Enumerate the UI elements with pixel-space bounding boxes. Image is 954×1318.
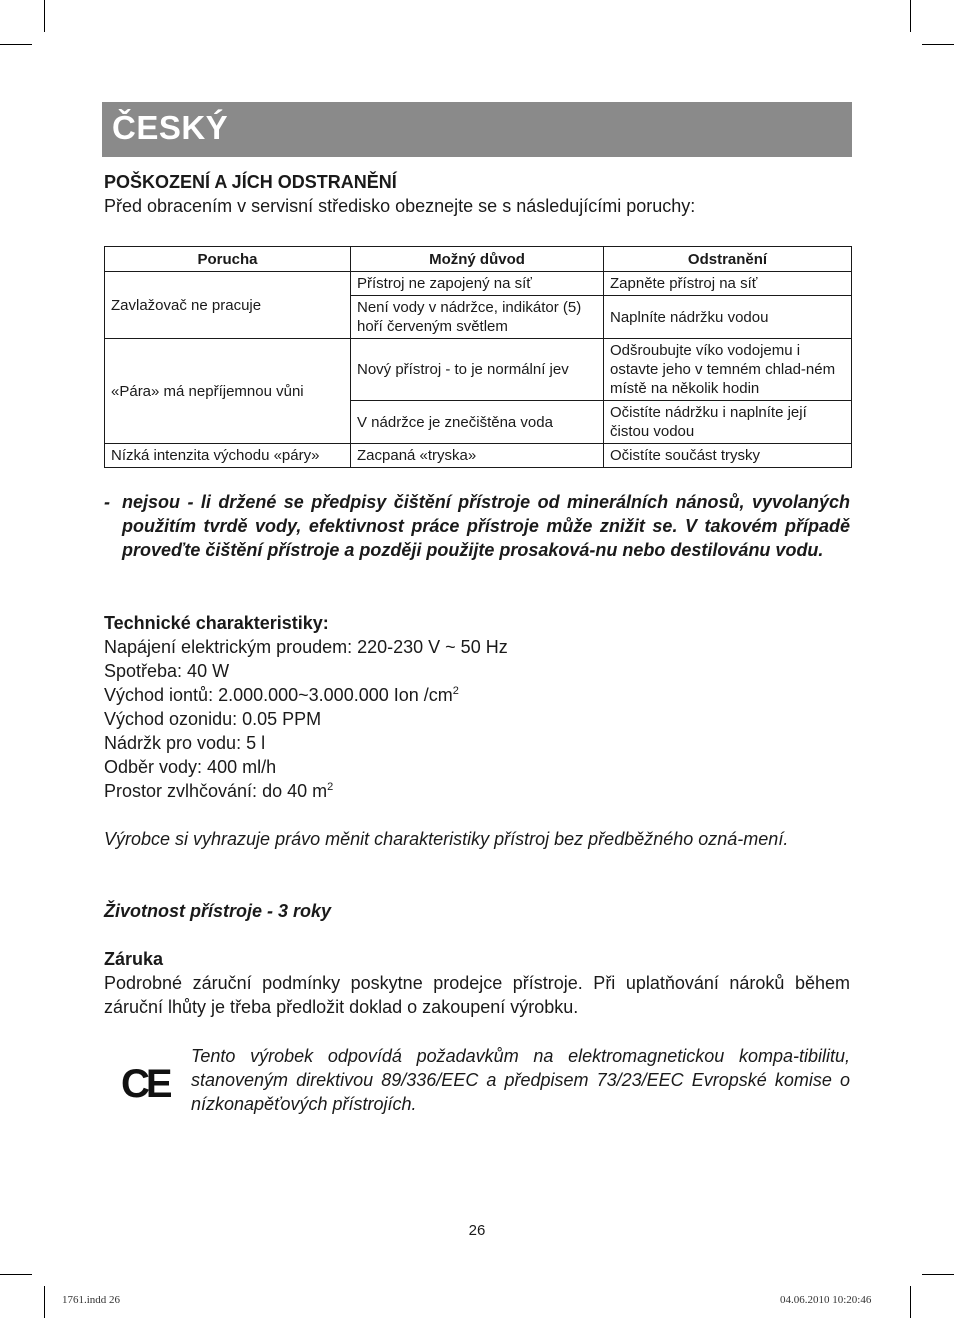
- warranty-heading: Záruka: [104, 949, 164, 969]
- cause-cell: Nový přístroj - to je normální jev: [351, 339, 604, 401]
- language-header-bar: [102, 102, 852, 157]
- spec-tank: Nádržk pro vodu: 5 l: [104, 733, 266, 753]
- spec-ion-output: [104, 683, 850, 707]
- table-header-row: [105, 247, 852, 272]
- cause-cell: Zacpaná «tryska»: [351, 444, 604, 468]
- faults-intro: Před obracením v servisní středisko obeznejte se s následujícími poruchy:: [104, 196, 696, 216]
- crop-mark: [922, 44, 954, 45]
- crop-mark: [922, 1274, 954, 1275]
- column-header-remedy: Odstranění: [604, 247, 852, 272]
- ce-mark-icon: CE: [121, 1062, 169, 1106]
- spec-water-usage: Odběr vody: 400 ml/h: [104, 757, 277, 777]
- remedy-cell: Odšroubujte víko vodojemu i ostavte jeho v temném chlad-ném místě na několik hodin: [604, 339, 852, 401]
- spec-power-supply: Napájení elektrickým proudem: 220-230 V ~ 50 Hz: [104, 637, 508, 657]
- table-row: [105, 444, 852, 468]
- faults-heading: POŠKOZENÍ A JÍCH ODSTRANĚNÍ: [104, 172, 397, 192]
- remedy-cell: Očistíte nádržku i naplníte její čistou vodou: [604, 401, 852, 444]
- crop-mark: [910, 1286, 911, 1318]
- column-header-fault: Porucha: [105, 247, 351, 272]
- note-dash: -: [104, 492, 110, 512]
- fault-cell: Nízká intenzita východu «páry»: [105, 444, 351, 468]
- remedy-cell: Zapněte přístroj na síť: [604, 272, 852, 296]
- spec-ion-output-text: Východ iontů: 2.000.000~3.000.000 Ion /cm: [104, 685, 453, 705]
- print-timestamp: 04.06.2010 10:20:46: [780, 1294, 872, 1306]
- specs-heading: Technické charakteristiky:: [104, 613, 329, 633]
- spec-area: [104, 779, 850, 803]
- page-number: 26: [468, 1222, 486, 1239]
- troubleshooting-table: [104, 246, 852, 468]
- superscript: 2: [327, 781, 334, 793]
- specifications: [104, 611, 850, 803]
- fault-cell: Zavlažovač ne pracuje: [105, 272, 351, 339]
- superscript: 2: [452, 685, 459, 697]
- ce-compliance-text: Tento výrobek odpovídá požadavkům na elektromagnetickou kompa-tibilitu, stanoveným direktivou 89/336/EEC a předpisem 73/23/EEC Evropské komise o nízkonapěťových přístrojích.: [191, 1046, 850, 1114]
- remedy-cell: Očistíte součást trysky: [604, 444, 852, 468]
- disclaimer: Výrobce si vyhrazuje právo měnit charakteristiky přístroj bez předběžného ozná-mení.: [104, 829, 789, 849]
- crop-mark: [0, 44, 32, 45]
- crop-mark: [44, 0, 45, 32]
- cause-cell: V nádržce je znečištěna voda: [351, 401, 604, 444]
- spec-consumption: Spotřeba: 40 W: [104, 661, 230, 681]
- cause-cell: Přístroj ne zapojený na síť: [351, 272, 604, 296]
- lifetime: Životnost přístroje - 3 roky: [104, 901, 332, 921]
- crop-mark: [910, 0, 911, 32]
- file-slug: 1761.indd 26: [62, 1294, 121, 1306]
- page-title: ČESKÝ: [112, 109, 229, 146]
- fault-cell: «Pára» má nepříjemnou vůni: [105, 339, 351, 444]
- table-row: [105, 339, 852, 401]
- spec-area-text: Prostor zvlhčování: do 40 m: [104, 781, 328, 801]
- faults-section: [104, 170, 850, 218]
- warranty-text: Podrobné záruční podmínky poskytne prodejce přístroje. Při uplatňování nároků během záruční lhůty je třeba předložit doklad o zakoupení výrobku.: [104, 973, 850, 1017]
- warranty-section: [104, 947, 850, 1019]
- maintenance-note: [104, 490, 850, 562]
- spec-ozone-output: Východ ozonidu: 0.05 PPM: [104, 709, 322, 729]
- cause-cell: Není vody v nádržce, indikátor (5) hoří červeným světlem: [351, 296, 604, 339]
- column-header-cause: Možný důvod: [351, 247, 604, 272]
- remedy-cell: Naplníte nádržku vodou: [604, 296, 852, 339]
- crop-mark: [44, 1286, 45, 1318]
- table-row: [105, 272, 852, 296]
- note-text: nejsou - li držené se předpisy čištění přístroje od minerálních nánosů, vyvolaných použitím tvrdě vody, efektivnost práce přístroje může znižit se. V takovém případě proveďte čištění přístroje a později použijte prosaková-nu nebo destilovánu vodu.: [122, 492, 850, 560]
- crop-mark: [0, 1274, 32, 1275]
